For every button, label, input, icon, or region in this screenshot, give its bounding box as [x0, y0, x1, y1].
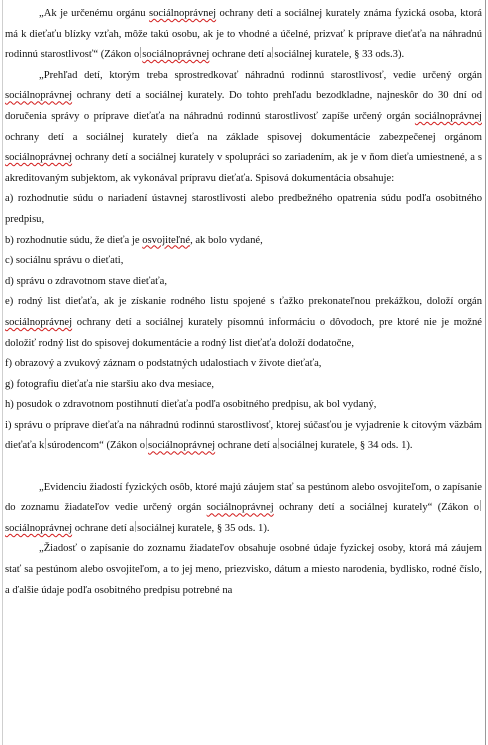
text-run: sociálnej kuratele, § 33 ods.3).: [274, 49, 405, 61]
nonbreaking-space-marker: [146, 438, 147, 449]
text-run: h) posudok o zdravotnom postihnutí dieťaťa podľa osobitného predpisu, ak bol vydaný,: [5, 399, 377, 411]
paragraph: [5, 292, 482, 354]
text-run: , ak bolo vydané,: [190, 234, 263, 246]
spellcheck-flagged-word: sociálnoprávnej: [206, 502, 274, 514]
text-run: ochrany detí a sociálnej kurately. Do tohto prehľadu bezodkladne, najneskôr do 30 dní od doručenia správy o príprave dieťaťa na náhradnú rodinnú starostlivosť zapíše určený orgán: [5, 90, 482, 122]
spellcheck-flagged-word: sociálnoprávnej: [5, 522, 73, 534]
text-run: i) správu o príprave dieťaťa na náhradnú rodinnú starostlivosť, ktorej súčasťou je vyjadrenie k citovým väzbám dieťaťa k: [5, 419, 482, 452]
nonbreaking-space-marker: [135, 521, 136, 532]
text-run: „Prehľad detí, ktorým treba sprostredkovať náhradnú rodinnú starostlivosť, vedie určený orgán: [39, 69, 482, 81]
text-run: ochrany detí a sociálnej kurately písomnú informáciu o dôvodoch, pre ktoré nie je možné doložiť rodný list do spisovej dokumentácie a rodný list dieťaťa doloží dodatočne,: [5, 316, 482, 349]
text-run: d) správu o zdravotnom stave dieťaťa,: [5, 275, 168, 287]
paragraph: [5, 272, 482, 293]
paragraph: [5, 375, 482, 396]
text-run: g) fotografiu dieťaťa nie staršiu ako dva mesiace,: [5, 378, 215, 390]
text-run: b) rozhodnutie súdu, že dieťa je: [5, 234, 143, 246]
text-run: súrodencom“ (Zákon o: [47, 440, 146, 452]
text-run: ochrane detí a: [209, 49, 272, 61]
left-margin-guide: [2, 0, 3, 745]
paragraph: [5, 539, 482, 601]
text-run: ochrany detí a sociálnej kurately v spolupráci so zariadením, ak je v ňom dieťa umiestnené, a s akreditovaným subjektom, ak vykonával prípravu dieťaťa. Spisová dokumentácia obsahuje:: [5, 152, 482, 184]
text-run: „Ak je určenému orgánu: [39, 8, 150, 19]
text-run: c) sociálnu správu o dieťati,: [5, 255, 124, 267]
text-run: „Evidenciu žiadostí fyzických osôb, ktoré majú záujem stať sa pestúnom alebo osvojiteľom, o zapísanie do zoznamu žiadateľov vedie určený orgán: [5, 481, 482, 514]
paragraph: [5, 189, 482, 230]
paragraph: [5, 416, 482, 457]
paragraph: [5, 251, 482, 272]
right-margin-guide: [485, 0, 486, 745]
spellcheck-flagged-word: sociálnoprávnej: [5, 316, 73, 328]
paragraph: [5, 231, 482, 252]
text-run: sociálnej kuratele, § 35 ods. 1).: [137, 522, 270, 534]
nonbreaking-space-marker: [480, 500, 481, 511]
spellcheck-flagged-word: sociálnoprávnej: [142, 49, 210, 61]
paragraph: [5, 66, 482, 190]
document-body: [5, 4, 482, 601]
spellcheck-flagged-word: sociálnoprávnej: [5, 90, 73, 102]
paragraph: [5, 354, 482, 375]
text-run: ochrane detí a: [72, 522, 135, 534]
text-run: ochrany detí a sociálnej kurately“ (Zákon o: [273, 502, 479, 514]
text-run: ochrany detí a sociálnej kurately dieťa na základe spisovej dokumentácie zabezpečenej orgánom: [5, 131, 482, 143]
spellcheck-flagged-word: sociálnoprávnej: [148, 440, 216, 452]
paragraph: [5, 395, 482, 416]
spellcheck-flagged-word: osvojiteľné: [142, 234, 191, 246]
paragraph: [5, 478, 482, 540]
text-run: ochrany detí a sociálnej kurately známa fyzická osoba, ktorá má k dieťaťu blízky vzťah, môže takú osobu, ak je to vhodné a účelné, prizvať k príprave dieťaťa na náhradnú rodinnú starostlivosť“ (Zákon o: [5, 8, 482, 61]
text-run: sociálnej kuratele, § 34 ods. 1).: [280, 440, 413, 452]
text-run: „Žiadosť o zapísanie do zoznamu žiadateľov obsahuje osobné údaje fyzickej osoby, ktorá má záujem stať sa pestúnom alebo osvojiteľom, a to jej meno, priezvisko, dátum a miesto narodenia, bydlisko, rodné číslo, a ďalšie údaje podľa osobitného predpisu potrebné na: [5, 543, 482, 596]
text-run: ochrane detí a: [215, 440, 278, 452]
spellcheck-flagged-word: sociálnoprávnej: [5, 152, 73, 164]
spellcheck-flagged-word: sociálnoprávnej: [414, 110, 482, 122]
text-run: a) rozhodnutie súdu o nariadení ústavnej starostlivosti alebo predbežného opatrenia súdu podľa osobitného predpisu,: [5, 193, 482, 225]
text-run: f) obrazový a zvukový záznam o podstatných udalostiach v živote dieťaťa,: [5, 358, 322, 370]
paragraph: [5, 4, 482, 66]
text-run: e) rodný list dieťaťa, ak je získanie rodného listu spojené s ťažko prekonateľnou prekážkou, doloží orgán: [5, 296, 482, 308]
spellcheck-flagged-word: sociálnoprávnej: [149, 8, 217, 19]
